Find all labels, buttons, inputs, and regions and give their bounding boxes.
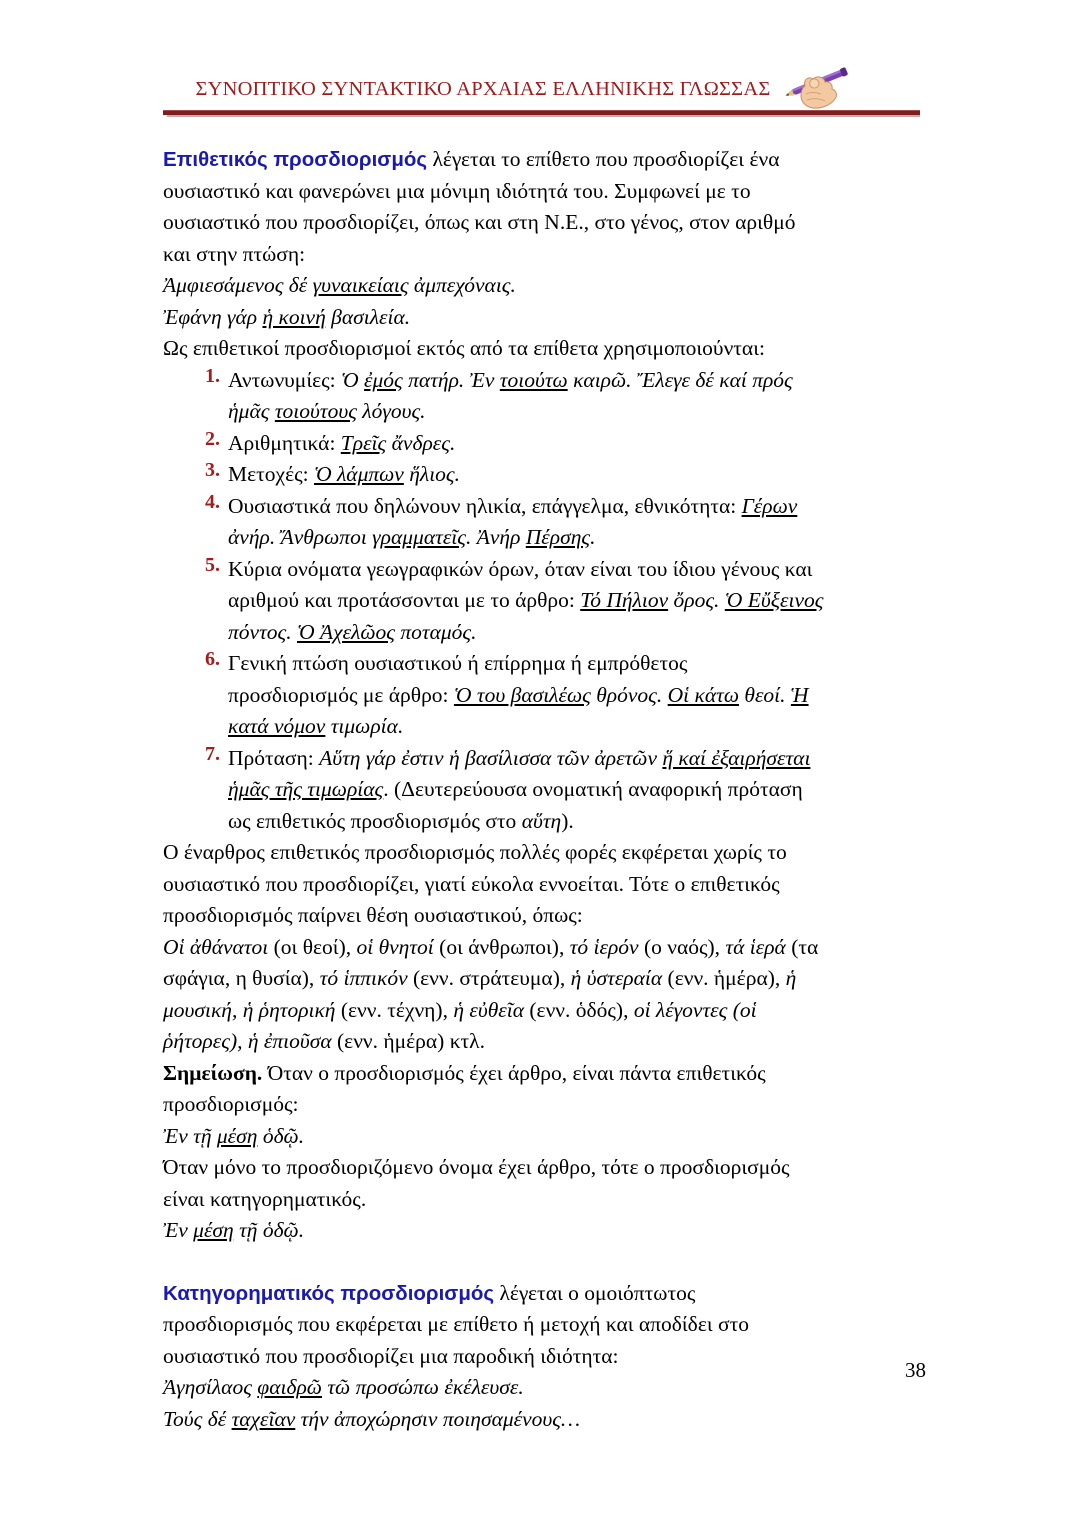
list-item-line: [228, 617, 923, 649]
section3-example-1: [163, 1372, 923, 1404]
section1-intro-line1: [163, 144, 923, 176]
ex1e: τό ἱερόν: [569, 934, 639, 959]
list-text-segment: γραμματεῖς: [372, 525, 466, 549]
list-item-line: [228, 365, 923, 397]
ex1a: Οἱ ἀθάνατοι: [163, 934, 269, 959]
note-label: Σημείωση.: [163, 1060, 263, 1085]
list-text-segment: Τό Πήλιον: [580, 588, 669, 612]
section2-line3: προσδιορισμός παίρνει θέση ουσιαστικού, όπως:: [163, 903, 583, 927]
header-divider: [163, 110, 920, 117]
list-text-segment: τοιούτω: [499, 367, 568, 392]
section-spacer: [163, 1247, 923, 1278]
ex3d: (ενν. ὁδός),: [524, 997, 634, 1022]
list-text-segment: Αντωνυμίες:: [228, 367, 342, 392]
list-text-segment: τοιούτους: [274, 399, 357, 423]
list-item: [163, 365, 923, 428]
ex4a: ῥήτορες), ἡ ἐπιοῦσα: [163, 1029, 332, 1053]
list-item-line: [228, 774, 923, 806]
note-ex2-underlined: μέση: [193, 1218, 234, 1242]
section2-examples-line1: [163, 932, 923, 964]
list-text-segment: ποταμός.: [395, 619, 477, 644]
example1-pre: Ἀμφιεσάμενος δέ: [163, 273, 313, 297]
section1-list-lead: Ως επιθετικοί προσδιορισμοί εκτός από τα επίθετα χρησιμοποιούνται:: [163, 336, 765, 360]
s3ex2-underlined: ταχεῖαν: [231, 1406, 296, 1431]
list-text-segment: προσδιορισμός με άρθρο:: [228, 682, 454, 707]
list-text-segment: ὄρος.: [668, 588, 725, 612]
list-text-segment: θρόνος.: [590, 682, 668, 707]
example2-pre: Ἐφάνη γάρ: [163, 304, 263, 329]
list-text-segment: Τρεῖς: [340, 430, 387, 455]
list-item: [163, 459, 923, 491]
ex2e: (ενν. ἡμέρα),: [662, 966, 786, 990]
section3-term: Κατηγορηματικός προσδιορισμός: [163, 1281, 495, 1305]
list-text-segment: πόντος.: [228, 619, 297, 644]
page-number: 38: [905, 1358, 926, 1382]
ex2a: σφάγια, η θυσία),: [163, 966, 320, 990]
list-text-segment: ἡμᾶς: [228, 399, 275, 423]
s3ex2-pre: Τούς δέ: [163, 1406, 232, 1431]
section2-note-line2: προσδιορισμός:: [163, 1092, 299, 1116]
list-text-segment: Πρόταση:: [228, 745, 320, 770]
note-line1-rest: Όταν ο προσδιορισμός έχει άρθρο, είναι πάντα επιθετικός: [262, 1060, 766, 1085]
list-item-number: 4.: [205, 490, 220, 513]
section3-line3: ουσιαστικό που προσδιορίζει μια παροδική ιδιότητα:: [163, 1343, 619, 1368]
section2-examples-line4: [163, 1026, 923, 1058]
note-ex2-post: τῇ ὁδῷ.: [233, 1218, 305, 1242]
list-item-line: [228, 680, 923, 712]
list-item-number: 6.: [205, 648, 220, 670]
section2-examples-line2: [163, 963, 923, 995]
ex4b: (ενν. ἡμέρα) κτλ.: [331, 1029, 485, 1053]
example2-underlined: ἡ κοινή: [262, 304, 326, 329]
list-text-segment: ἀνήρ. Ἄνθρωποι: [228, 525, 373, 549]
list-text-segment: ἐμός: [364, 367, 403, 392]
list-text-segment: ).: [561, 808, 574, 833]
section2-examples-line3: [163, 995, 923, 1027]
section3-example-2: [163, 1404, 923, 1436]
list-item-line: [228, 428, 923, 460]
ex3c: ἡ εὐθεῖα: [453, 997, 525, 1022]
list-text-segment: Ὁ του βασιλέως: [453, 682, 591, 707]
section1-term: Επιθετικός προσδιορισμός: [163, 148, 428, 171]
s3ex1-post: τῶ προσώπω ἐκέλευσε.: [321, 1375, 524, 1399]
list-text-segment: ἡμᾶς τῆς τιμωρίας: [228, 777, 384, 801]
list-item-line: [228, 396, 923, 428]
ex1f: (ο ναός),: [638, 934, 726, 959]
list-text-segment: Αριθμητικά:: [228, 430, 341, 455]
ex1b: (οι θεοί),: [268, 934, 357, 959]
ex1g: τά ἱερά: [725, 934, 786, 959]
section3-line1-rest: λέγεται ο ομοιόπτωτος: [494, 1280, 696, 1305]
ex1d: (οι άνθρωποι),: [433, 934, 570, 959]
ex3a: μουσική, ἡ ῥητορική: [163, 997, 336, 1022]
list-text-segment: αριθμού και προτάσσονται με το άρθρο:: [228, 588, 581, 612]
list-item-number: 3.: [205, 459, 220, 481]
section1-example-2: [163, 302, 923, 334]
document-body: [163, 144, 923, 1435]
list-text-segment: . (Δευτερεύουσα ονοματική αναφορική πρόταση: [383, 777, 803, 801]
list-text-segment: καιρῶ. Ἔλεγε δέ καί πρός: [567, 367, 793, 392]
list-item-line: [228, 459, 923, 491]
hand-writing-pen-icon: [781, 56, 861, 114]
list-text-segment: Οἱ κάτω: [667, 682, 740, 707]
s3ex1-pre: Ἀγησίλαος: [163, 1375, 258, 1399]
ex1h: (τα: [785, 934, 819, 959]
list-text-segment: Ὁ λάμπων: [313, 462, 404, 486]
s3ex2-post: τήν ἀποχώρησιν ποιησαμένους…: [295, 1406, 581, 1431]
list-text-segment: αὕτη: [521, 808, 562, 833]
ex2d: ἡ ὑστεραία: [570, 966, 663, 990]
section2-note-line3: Όταν μόνο το προσδιοριζόμενο όνομα έχει άρθρο, τότε ο προσδιορισμός: [163, 1155, 790, 1179]
list-item: [163, 554, 923, 649]
note-ex2-pre: Ἐν: [163, 1218, 194, 1242]
list-item-number: 2.: [205, 427, 220, 450]
section3-line2: προσδιορισμός που εκφέρεται με επίθετο ή μετοχή και αποδίδει στο: [163, 1312, 749, 1336]
list-text-segment: ἄνδρες.: [386, 430, 456, 455]
list-item: [163, 428, 923, 460]
example1-underlined: γυναικείαις: [312, 273, 409, 297]
section1-intro-line3: ουσιαστικό που προσδιορίζει, όπως και στη Ν.Ε., στο γένος, στον αριθμό: [163, 210, 796, 234]
ex1c: οἱ θνητοί: [356, 934, 434, 959]
list-text-segment: Πέρσης: [525, 525, 591, 549]
list-item-number: 1.: [205, 364, 220, 387]
note-ex1-post: ὁδῷ.: [257, 1123, 305, 1148]
section1-example-1: [163, 270, 923, 302]
ex2c: (ενν. στράτευμα),: [407, 966, 571, 990]
numbered-list: [163, 365, 923, 838]
section2-note-line1: [163, 1058, 923, 1090]
s3ex1-underlined: φαιδρῶ: [257, 1375, 322, 1399]
example1-post: ἀμπεχόναις.: [408, 273, 516, 297]
list-item-line: [228, 648, 923, 680]
list-text-segment: Γενική πτώση ουσιαστικού ή επίρρημα ή εμπρόθετος: [228, 651, 688, 675]
ex3f: (οἱ: [727, 997, 757, 1022]
section2-line2: ουσιαστικό που προσδιορίζει, γιατί εύκολα εννοείται. Τότε ο επιθετικός: [163, 871, 780, 896]
example2-post: βασιλεία.: [325, 304, 411, 329]
list-item-line: [228, 711, 923, 743]
list-text-segment: ως επιθετικός προσδιορισμός στο: [228, 808, 522, 833]
section2-note-example-1: [163, 1121, 923, 1153]
list-text-segment: Ὁ Ἀχελῶος: [296, 619, 396, 644]
list-text-segment: ἥ καί ἐξαιρήσεται: [662, 745, 811, 770]
section1-intro-line4: και στην πτώση:: [163, 241, 306, 266]
ex3b: (ενν. τέχνη),: [335, 997, 454, 1022]
list-text-segment: Αὕτη γάρ ἐστιν ἡ βασίλισσα τῶν ἀρετῶν: [319, 745, 663, 770]
list-text-segment: Ἡ: [790, 682, 809, 707]
list-text-segment: .: [590, 525, 596, 549]
section2-line1: Ο έναρθρος επιθετικός προσδιορισμός πολλές φορές εκφέρεται χωρίς το: [163, 840, 787, 864]
list-text-segment: λόγους.: [356, 399, 426, 423]
list-item-number: 5.: [205, 553, 220, 576]
list-item-line: [228, 491, 923, 523]
list-item-line: [228, 522, 923, 554]
list-text-segment: Ὁ Εὔξεινος: [724, 588, 824, 612]
list-item: [163, 743, 923, 838]
section2-note-line4: είναι κατηγορηματικός.: [163, 1186, 367, 1211]
list-item: [163, 648, 923, 743]
ex3e: οἱ λέγοντες: [633, 997, 728, 1022]
section1-intro-line2: ουσιαστικό και φανερώνει μια μόνιμη ιδιότητά του. Συμφωνεί με το: [163, 178, 751, 203]
list-text-segment: πατήρ. Ἐν: [402, 367, 500, 392]
ex2b: τό ἱππικόν: [319, 966, 408, 990]
list-item: [163, 491, 923, 554]
list-text-segment: Μετοχές:: [228, 462, 314, 486]
list-item-number: 7.: [205, 742, 220, 765]
list-item-line: [228, 554, 923, 586]
section1-intro-line1-rest: λέγεται το επίθετο που προσδιορίζει ένα: [427, 147, 780, 171]
page-title: ΣΥΝΟΠΤΙΚΟ ΣΥΝΤΑΚΤΙΚΟ ΑΡΧΑΙΑΣ ΕΛΛΗΝΙΚΗΣ ΓΛΩΣΣΑΣ: [195, 78, 771, 100]
list-item-line: [228, 585, 923, 617]
list-text-segment: ἥλιος.: [403, 462, 461, 486]
list-text-segment: θεοί.: [739, 682, 791, 707]
note-ex1-underlined: μέση: [216, 1123, 258, 1148]
section2-note-example-2: [163, 1215, 923, 1247]
list-text-segment: Κύρια ονόματα γεωγραφικών όρων, όταν είναι του ίδιου γένους και: [228, 556, 813, 581]
list-text-segment: κατά νόμον: [228, 714, 326, 738]
list-item-line: [228, 743, 923, 775]
section3-line1: [163, 1278, 923, 1310]
list-text-segment: τιμωρία.: [325, 714, 404, 738]
list-text-segment: Ουσιαστικά που δηλώνουν ηλικία, επάγγελμα, εθνικότητα:: [228, 493, 742, 518]
list-text-segment: Ὁ: [341, 367, 365, 392]
list-item-line: [228, 806, 923, 838]
note-ex1-pre: Ἐν τῇ: [163, 1123, 217, 1148]
list-text-segment: Γέρων: [741, 493, 798, 518]
list-text-segment: . Ἀνήρ: [465, 525, 526, 549]
ex2f: ἡ: [785, 966, 797, 990]
